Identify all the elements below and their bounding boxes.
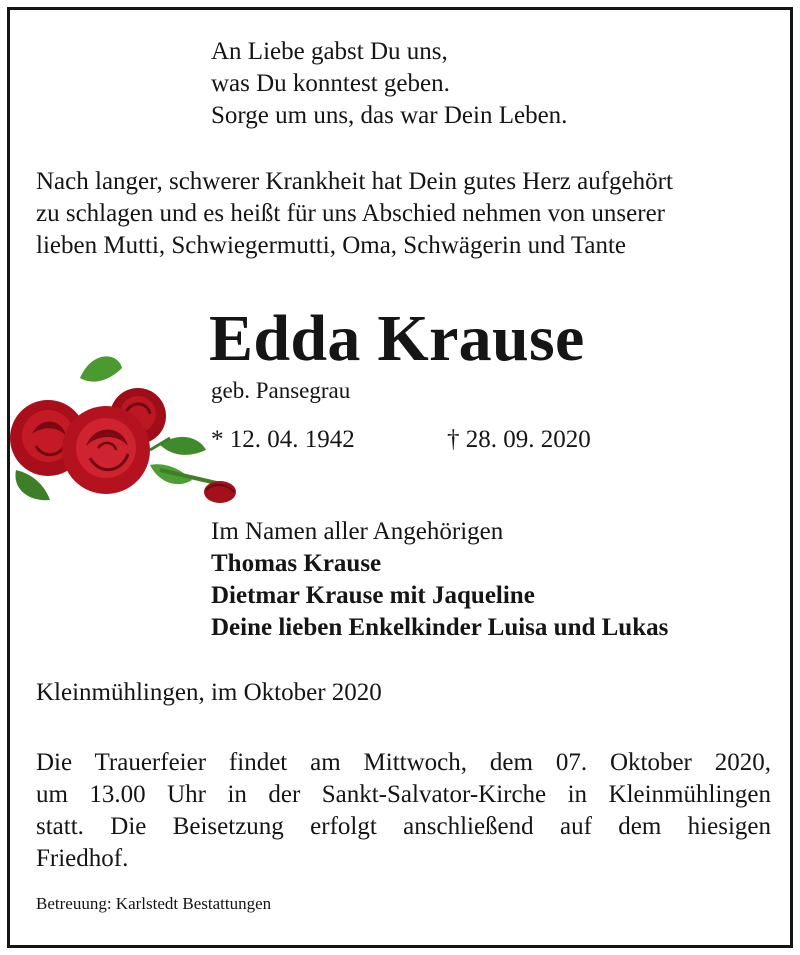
poem-line: Sorge um uns, das war Dein Leben. xyxy=(211,102,568,129)
poem-line: was Du konntest geben. xyxy=(211,70,450,97)
red-roses-icon xyxy=(10,350,240,510)
place-date: Kleinmühlingen, im Oktober 2020 xyxy=(36,679,382,706)
intro-line: lieben Mutti, Schwiegermutti, Oma, Schwägerin und Tante xyxy=(36,232,627,259)
funeral-home-credit: Betreuung: Karlstedt Bestattungen xyxy=(36,894,272,913)
poem-line: An Liebe gabst Du uns, xyxy=(211,38,448,65)
intro-line: zu schlagen und es heißt für uns Abschied nehmen von unserer xyxy=(36,200,666,227)
service-line: statt. Die Beisetzung erfolgt anschließend auf dem hiesigen xyxy=(36,813,771,840)
family-heading: Im Namen aller Angehörigen xyxy=(211,518,504,545)
deceased-name: Edda Krause xyxy=(209,302,585,375)
birth-date: * 12. 04. 1942 xyxy=(211,426,355,453)
service-line: Die Trauerfeier findet am Mittwoch, dem 07. Oktober 2020, xyxy=(36,749,771,776)
family-member: Deine lieben Enkelkinder Luisa und Lukas xyxy=(211,614,669,641)
family-member: Dietmar Krause mit Jaqueline xyxy=(211,582,535,609)
obituary-notice xyxy=(7,7,793,948)
service-line: Friedhof. xyxy=(36,845,129,872)
family-member: Thomas Krause xyxy=(211,550,382,577)
birth-name: geb. Pansegrau xyxy=(211,378,351,403)
service-line: um 13.00 Uhr in der Sankt-Salvator-Kirche in Kleinmühlingen xyxy=(36,781,771,808)
intro-line: Nach langer, schwerer Krankheit hat Dein gutes Herz aufgehört xyxy=(36,168,673,195)
death-date: † 28. 09. 2020 xyxy=(447,426,591,453)
